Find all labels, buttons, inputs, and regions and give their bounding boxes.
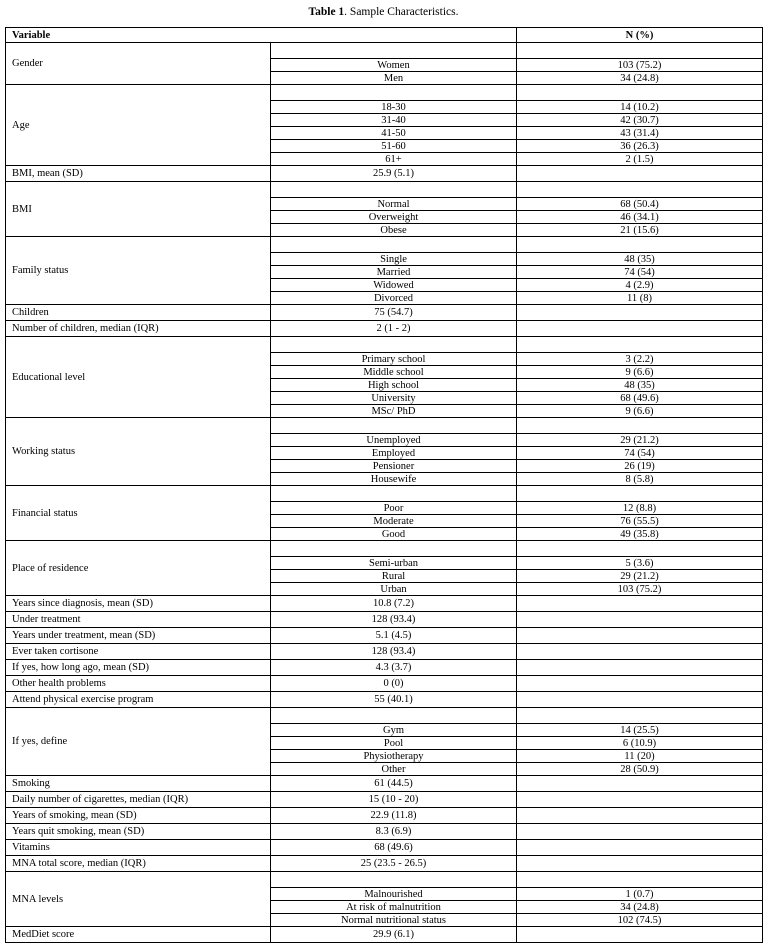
variable-value: 128 (93.4) [271, 612, 517, 628]
variable-value: 8.3 (6.9) [271, 824, 517, 840]
category-label: Other [271, 763, 517, 776]
group-label: BMI [6, 182, 271, 237]
table-row [6, 628, 763, 644]
category-value: 103 (75.2) [517, 583, 763, 596]
empty-cell [517, 418, 763, 434]
empty-cell [517, 182, 763, 198]
category-value: 12 (8.8) [517, 502, 763, 515]
table-row [6, 824, 763, 840]
table-row [6, 692, 763, 708]
category-label: Women [271, 59, 517, 72]
group-row [6, 237, 763, 253]
category-label: High school [271, 379, 517, 392]
category-value: 46 (34.1) [517, 211, 763, 224]
empty-cell [517, 612, 763, 628]
category-label: Pool [271, 737, 517, 750]
empty-cell [517, 708, 763, 724]
empty-cell [517, 628, 763, 644]
category-value: 74 (54) [517, 266, 763, 279]
header-row [6, 28, 763, 43]
empty-cell [517, 85, 763, 101]
group-row [6, 85, 763, 101]
category-value: 74 (54) [517, 447, 763, 460]
table-caption [0, 5, 767, 19]
table-row [6, 808, 763, 824]
variable-label: Vitamins [6, 840, 271, 856]
category-label: Divorced [271, 292, 517, 305]
variable-label: MNA total score, median (IQR) [6, 856, 271, 872]
empty-cell [517, 824, 763, 840]
variable-value: 22.9 (11.8) [271, 808, 517, 824]
category-value: 43 (31.4) [517, 127, 763, 140]
empty-cell [517, 644, 763, 660]
category-label: Employed [271, 447, 517, 460]
category-label: Moderate [271, 515, 517, 528]
header-variable: Variable [6, 28, 517, 43]
category-label: Middle school [271, 366, 517, 379]
empty-cell [271, 486, 517, 502]
category-value: 14 (25.5) [517, 724, 763, 737]
group-row [6, 418, 763, 434]
variable-value: 2 (1 - 2) [271, 321, 517, 337]
variable-value: 0 (0) [271, 676, 517, 692]
variable-label: Children [6, 305, 271, 321]
empty-cell [517, 840, 763, 856]
category-value: 6 (10.9) [517, 737, 763, 750]
variable-value: 75 (54.7) [271, 305, 517, 321]
empty-cell [271, 43, 517, 59]
category-label: 51-60 [271, 140, 517, 153]
category-value: 2 (1.5) [517, 153, 763, 166]
category-label: Poor [271, 502, 517, 515]
category-label: Semi-urban [271, 557, 517, 570]
category-label: Urban [271, 583, 517, 596]
category-value: 11 (20) [517, 750, 763, 763]
group-row [6, 486, 763, 502]
category-value: 8 (5.8) [517, 473, 763, 486]
empty-cell [271, 237, 517, 253]
table-row [6, 792, 763, 808]
table-caption-label: Table 1 [308, 6, 345, 18]
table-row [6, 856, 763, 872]
empty-cell [517, 166, 763, 182]
variable-label: If yes, how long ago, mean (SD) [6, 660, 271, 676]
category-label: Pensioner [271, 460, 517, 473]
table-caption-text: . Sample Characteristics. [344, 6, 459, 18]
variable-label: Number of children, median (IQR) [6, 321, 271, 337]
category-value: 34 (24.8) [517, 901, 763, 914]
category-label: Unemployed [271, 434, 517, 447]
table-row [6, 166, 763, 182]
category-label: 41-50 [271, 127, 517, 140]
header-n-pct: N (%) [517, 28, 763, 43]
category-label: Housewife [271, 473, 517, 486]
variable-label: Under treatment [6, 612, 271, 628]
category-value: 9 (6.6) [517, 405, 763, 418]
variable-value: 25 (23.5 - 26.5) [271, 856, 517, 872]
variable-value: 61 (44.5) [271, 776, 517, 792]
variable-value: 25.9 (5.1) [271, 166, 517, 182]
variable-label: Ever taken cortisone [6, 644, 271, 660]
category-label: Primary school [271, 353, 517, 366]
category-label: University [271, 392, 517, 405]
empty-cell [517, 237, 763, 253]
empty-cell [271, 337, 517, 353]
table-row [6, 612, 763, 628]
category-label: Overweight [271, 211, 517, 224]
category-value: 68 (50.4) [517, 198, 763, 211]
category-value: 48 (35) [517, 379, 763, 392]
category-value: 29 (21.2) [517, 434, 763, 447]
category-value: 68 (49.6) [517, 392, 763, 405]
variable-value: 15 (10 - 20) [271, 792, 517, 808]
category-label: Single [271, 253, 517, 266]
variable-label: Daily number of cigarettes, median (IQR) [6, 792, 271, 808]
category-value: 28 (50.9) [517, 763, 763, 776]
table-row [6, 305, 763, 321]
category-label: MSc/ PhD [271, 405, 517, 418]
variable-value: 68 (49.6) [271, 840, 517, 856]
category-label: Gym [271, 724, 517, 737]
empty-cell [517, 321, 763, 337]
empty-cell [517, 660, 763, 676]
table-row [6, 840, 763, 856]
group-label: Place of residence [6, 541, 271, 596]
group-row [6, 182, 763, 198]
category-value: 4 (2.9) [517, 279, 763, 292]
empty-cell [517, 43, 763, 59]
category-value: 26 (19) [517, 460, 763, 473]
category-value: 48 (35) [517, 253, 763, 266]
group-label: Educational level [6, 337, 271, 418]
category-label: 61+ [271, 153, 517, 166]
category-label: Men [271, 72, 517, 85]
variable-label: Attend physical exercise program [6, 692, 271, 708]
category-label: 18-30 [271, 101, 517, 114]
group-label: Working status [6, 418, 271, 486]
category-value: 5 (3.6) [517, 557, 763, 570]
empty-cell [517, 776, 763, 792]
variable-label: Years quit smoking, mean (SD) [6, 824, 271, 840]
category-value: 42 (30.7) [517, 114, 763, 127]
category-value: 102 (74.5) [517, 914, 763, 927]
variable-label: Years of smoking, mean (SD) [6, 808, 271, 824]
category-value: 49 (35.8) [517, 528, 763, 541]
variable-value: 10.8 (7.2) [271, 596, 517, 612]
category-value: 76 (55.5) [517, 515, 763, 528]
empty-cell [517, 337, 763, 353]
group-label: Family status [6, 237, 271, 305]
table-row [6, 660, 763, 676]
empty-cell [271, 85, 517, 101]
group-row [6, 541, 763, 557]
variable-label: Smoking [6, 776, 271, 792]
table-row [6, 596, 763, 612]
category-label: Rural [271, 570, 517, 583]
category-label: Good [271, 528, 517, 541]
table-row [6, 676, 763, 692]
empty-cell [271, 541, 517, 557]
category-label: Normal [271, 198, 517, 211]
category-label: Physiotherapy [271, 750, 517, 763]
table-body [6, 28, 763, 943]
category-label: Obese [271, 224, 517, 237]
variable-label: Years since diagnosis, mean (SD) [6, 596, 271, 612]
category-label: At risk of malnutrition [271, 901, 517, 914]
empty-cell [517, 596, 763, 612]
table-row [6, 776, 763, 792]
variable-label: Other health problems [6, 676, 271, 692]
empty-cell [517, 692, 763, 708]
table-row [6, 644, 763, 660]
category-label: Normal nutritional status [271, 914, 517, 927]
group-row [6, 43, 763, 59]
group-row [6, 872, 763, 888]
category-label: Widowed [271, 279, 517, 292]
category-label: Malnourished [271, 888, 517, 901]
empty-cell [517, 856, 763, 872]
empty-cell [517, 927, 763, 943]
variable-value: 5.1 (4.5) [271, 628, 517, 644]
variable-value: 29.9 (6.1) [271, 927, 517, 943]
empty-cell [271, 872, 517, 888]
variable-label: BMI, mean (SD) [6, 166, 271, 182]
empty-cell [517, 792, 763, 808]
empty-cell [517, 305, 763, 321]
category-value: 3 (2.2) [517, 353, 763, 366]
category-value: 11 (8) [517, 292, 763, 305]
variable-label: MedDiet score [6, 927, 271, 943]
variable-value: 128 (93.4) [271, 644, 517, 660]
variable-value: 4.3 (3.7) [271, 660, 517, 676]
empty-cell [271, 418, 517, 434]
category-label: Married [271, 266, 517, 279]
category-value: 1 (0.7) [517, 888, 763, 901]
group-label: Age [6, 85, 271, 166]
table-row [6, 321, 763, 337]
group-row [6, 708, 763, 724]
group-row [6, 337, 763, 353]
sample-characteristics-table [5, 27, 763, 943]
category-label: 31-40 [271, 114, 517, 127]
category-value: 14 (10.2) [517, 101, 763, 114]
variable-value: 55 (40.1) [271, 692, 517, 708]
empty-cell [271, 708, 517, 724]
variable-label: Years under treatment, mean (SD) [6, 628, 271, 644]
category-value: 9 (6.6) [517, 366, 763, 379]
group-label: Financial status [6, 486, 271, 541]
group-label: Gender [6, 43, 271, 85]
category-value: 103 (75.2) [517, 59, 763, 72]
empty-cell [517, 808, 763, 824]
empty-cell [517, 541, 763, 557]
empty-cell [517, 486, 763, 502]
table-row [6, 927, 763, 943]
category-value: 29 (21.2) [517, 570, 763, 583]
group-label: MNA levels [6, 872, 271, 927]
empty-cell [517, 676, 763, 692]
category-value: 36 (26.3) [517, 140, 763, 153]
empty-cell [517, 872, 763, 888]
category-value: 34 (24.8) [517, 72, 763, 85]
empty-cell [271, 182, 517, 198]
group-label: If yes, define [6, 708, 271, 776]
category-value: 21 (15.6) [517, 224, 763, 237]
